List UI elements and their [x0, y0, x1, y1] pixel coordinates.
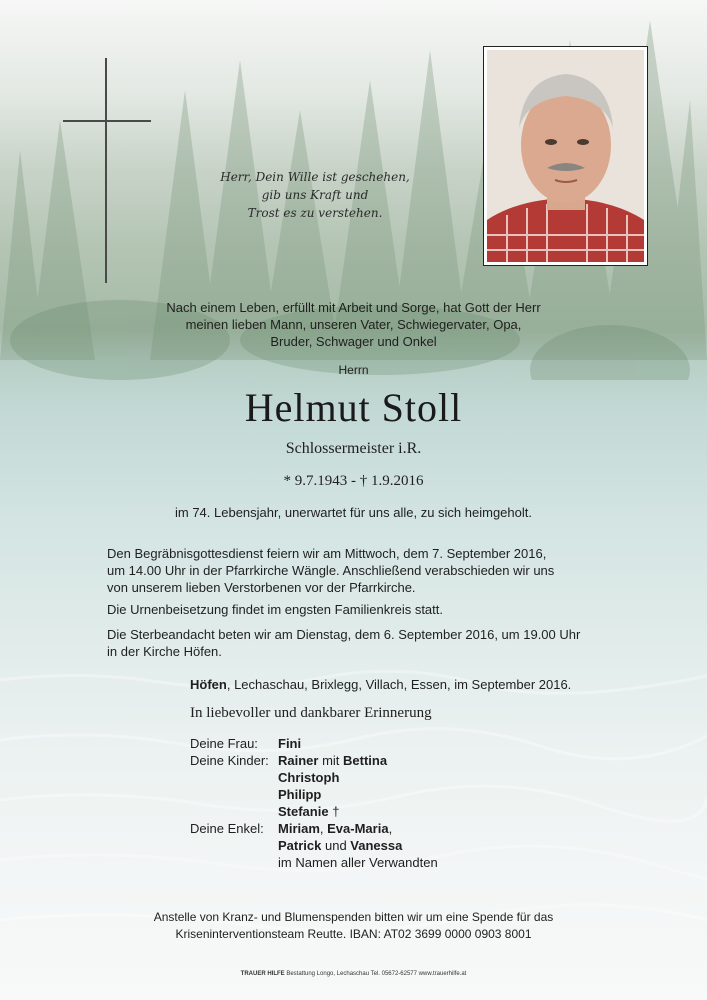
age-text: im 74. Lebensjahr, unerwartet für uns alle, zu sich heimgeholt.: [175, 505, 532, 520]
profession: Schlossermeister i.R.: [285, 440, 422, 457]
portrait-photo: [483, 46, 648, 266]
portrait-image: [487, 50, 644, 262]
family-row-wife: [190, 735, 438, 752]
intro-text: [0, 299, 707, 350]
funeral-info: [107, 545, 602, 596]
wife-name: Fini: [278, 736, 302, 751]
child-partner: Bettina: [343, 753, 388, 768]
intro-line: Nach einem Leben, erfüllt mit Arbeit und Sorge, hat Gott der Herr: [166, 300, 541, 315]
salutation: Herrn: [338, 363, 369, 377]
urn-info: Die Urnenbeisetzung findet im engsten Familienkreis statt.: [107, 602, 443, 617]
family-row-grandchildren: [190, 820, 438, 837]
child-connector: mit: [318, 753, 344, 768]
family-row-children: [190, 752, 438, 769]
relatives-text: im Namen aller Verwandten: [278, 855, 438, 870]
child-name: Stefanie: [278, 804, 329, 819]
latin-cross-bar: [63, 120, 151, 122]
life-dates: * 9.7.1943 - † 1.9.2016: [283, 473, 424, 489]
funeral-line: Den Begräbnisgottesdienst feiern wir am Mittwoch, dem 7. September 2016,: [107, 546, 547, 561]
location-date: [190, 677, 571, 692]
funeral-line: um 14.00 Uhr in der Pfarrkirche Wängle. Anschließend verabschieden wir uns: [107, 563, 555, 578]
donation-line: Kriseninterventionsteam Reutte. IBAN: AT02 3699 0000 0903 8001: [175, 927, 532, 941]
dagger-icon: †: [328, 804, 340, 819]
child-name: Philipp: [278, 787, 322, 802]
bible-quote: [205, 168, 425, 222]
intro-line: meinen lieben Mann, unseren Vater, Schwiegervater, Opa,: [185, 317, 522, 332]
grandchild-name: Patrick: [278, 838, 322, 853]
location-town: Höfen: [190, 677, 227, 692]
location-rest: , Lechaschau, Brixlegg, Villach, Essen, im September 2016.: [226, 677, 572, 692]
child-name: Christoph: [278, 770, 340, 785]
footer-brand: TRAUER HILFE: [240, 971, 285, 977]
latin-cross-icon: [105, 58, 107, 283]
grandchild-name: Vanessa: [350, 838, 403, 853]
grandchild-name: Eva-Maria: [327, 821, 389, 836]
grandchild-sep: und: [321, 838, 351, 853]
donation-line: Anstelle von Kranz- und Blumenspenden bitten wir um eine Spende für das: [153, 910, 554, 924]
intro-line: Bruder, Schwager und Onkel: [270, 334, 437, 349]
family-row-relatives: [190, 854, 438, 871]
quote-line: Trost es zu verstehen.: [247, 206, 383, 220]
grandchild-name: Miriam: [278, 821, 320, 836]
quote-line: Herr, Dein Wille ist geschehen,: [220, 170, 410, 184]
grandchild-sep: ,: [319, 821, 328, 836]
family-row-grandchildren: [190, 837, 438, 854]
donation-request: [0, 909, 707, 943]
quote-line: gib uns Kraft und: [261, 188, 369, 202]
family-list: [190, 735, 438, 871]
funeral-line: von unserem lieben Verstorbenen vor der Pfarrkirche.: [107, 580, 416, 595]
children-label: Deine Kinder:: [190, 753, 269, 768]
deceased-name: Helmut Stoll: [244, 385, 463, 430]
wife-label: Deine Frau:: [190, 736, 258, 751]
vigil-line: Die Sterbeandacht beten wir am Dienstag, dem 6. September 2016, um 19.00 Uhr: [107, 627, 581, 642]
family-row-children: [190, 769, 438, 786]
vigil-line: in der Kirche Höfen.: [107, 644, 222, 659]
child-name: Rainer: [278, 753, 319, 768]
memory-line: In liebevoller und dankbarer Erinnerung: [190, 705, 432, 721]
funeral-home-footer: [0, 971, 707, 977]
grandchild-end: ,: [388, 821, 393, 836]
family-row-children: [190, 803, 438, 820]
grandchildren-label: Deine Enkel:: [190, 821, 264, 836]
family-row-children: [190, 786, 438, 803]
footer-text: Bestattung Longo, Lechaschau Tel. 05672-62577 www.trauerhilfe.at: [284, 971, 467, 977]
vigil-info: [107, 626, 602, 660]
